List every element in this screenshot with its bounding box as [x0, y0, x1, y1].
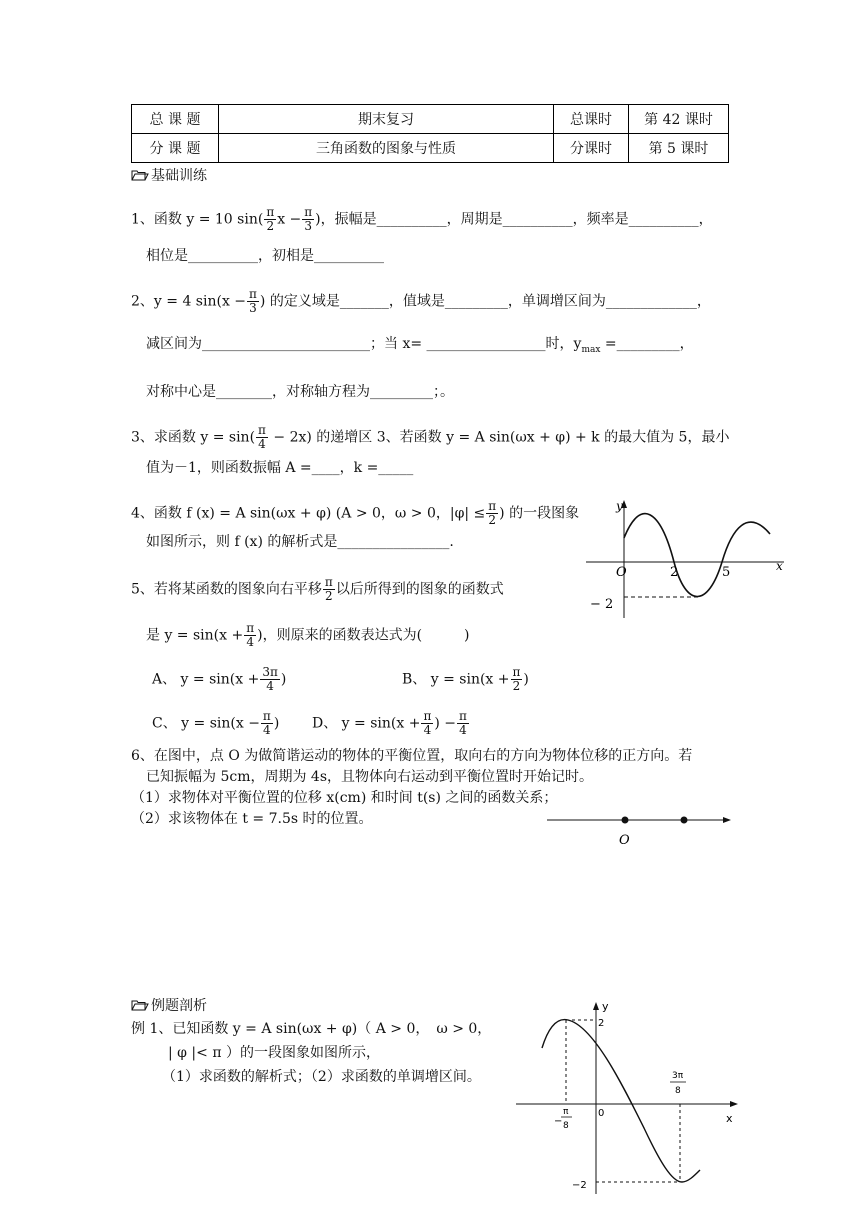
q4-fraction: [486, 500, 498, 527]
folder-icon: [131, 999, 149, 1011]
q2-line2-sub: max: [581, 344, 601, 355]
question-3: [131, 424, 729, 451]
sine-graph-1: [580, 498, 790, 618]
q3-text-pre: 3、求函数 y = sin(: [131, 429, 256, 446]
graph2-y-arrow: [593, 1002, 599, 1010]
example-1-line-3: （1）求函数的解析式；（2）求函数的单调增区间。: [162, 1069, 481, 1085]
q5-option-d[interactable]: [312, 710, 470, 737]
graph2-left-den: 8: [563, 1121, 569, 1131]
header-label-total-topic: 总 课 题: [132, 105, 219, 134]
q5-option-c-pre: C、 y = sin(x −: [152, 715, 260, 732]
q3-fraction: [256, 424, 268, 451]
q6-line-4: （2）求该物体在 t = 7.5s 时的位置。: [131, 811, 373, 827]
q5-option-d-fraction-2: [457, 710, 469, 737]
q1-text-pre: 1、函数 y = 10 sin(: [131, 211, 264, 228]
graph2-origin-label: 0: [598, 1108, 605, 1119]
graph1-y-label: y: [616, 499, 623, 513]
q5-option-c[interactable]: [152, 710, 279, 737]
q6-line-1: 6、在图中，点 O 为做简谐运动的物体的平衡位置，取向右的方向为物体位移的正方向。若: [131, 748, 693, 764]
graph2-right-den: 8: [675, 1086, 681, 1096]
q5-option-b-num: π: [512, 665, 521, 679]
section-examples-title: 例题剖析: [151, 998, 207, 1014]
header-total-topic: 期末复习: [219, 105, 554, 134]
section-basic: [131, 166, 207, 186]
q5-option-c-post: ): [273, 715, 280, 732]
sine-graph-2: [514, 998, 750, 1194]
header-table: [131, 104, 729, 163]
q5-option-b-fraction: [511, 666, 523, 693]
q5-option-a-post: ): [280, 671, 287, 688]
q1-frac2-den: 3: [304, 219, 313, 233]
equilibrium-label: O: [619, 833, 630, 848]
q5-option-c-den: 4: [263, 723, 271, 737]
q3-text-post: − 2x) 的递增区 3、若函数 y = A sin(ωx + φ) + k 的最大值为 5，最小: [268, 429, 730, 446]
q5-text-pre: 5、若将某函数的图象向右平移: [131, 581, 322, 598]
q5-line2-pre: 是 y = sin(x +: [146, 627, 244, 644]
q5-option-d-den: 4: [423, 723, 432, 737]
q4-text-post: ) 的一段图象: [499, 505, 580, 522]
q5-option-c-fraction: [261, 710, 273, 737]
q1-frac-den: 2: [266, 219, 275, 233]
q2-line2-text: 减区间为________________________；当 x= _________________时，y: [146, 336, 582, 352]
q5-line-2: [146, 622, 470, 649]
header-total-period: 第 42 课时: [629, 105, 729, 134]
q5-option-d-den-2: 4: [459, 723, 467, 737]
q1-frac2-num: π: [304, 205, 313, 219]
question-1: [131, 206, 713, 233]
header-label-total-period: 总课时: [554, 105, 629, 134]
q4-text-pre: 4、函数 f (x) = A sin(ωx + φ) (A > 0，ω > 0，|φ| ≤: [131, 505, 486, 522]
example-1-line-2: | φ |< π ）的一段图象如图所示，: [168, 1045, 380, 1061]
q5-line2-fraction: [244, 622, 256, 649]
header-label-sub-topic: 分 课 题: [132, 134, 219, 163]
q5-option-d-num-2: π: [458, 709, 467, 723]
section-examples: [131, 996, 207, 1016]
graph2-right-num: 3π: [672, 1071, 684, 1081]
q5-frac-num: π: [324, 575, 333, 589]
graph2-x-label: x: [726, 1112, 733, 1125]
q5-option-d-pre: D、 y = sin(x +: [312, 715, 421, 732]
q3-frac-den: 4: [258, 437, 266, 451]
graph1-tick-2: 2: [670, 565, 679, 580]
q1-fraction-2: [302, 206, 314, 233]
q5-option-d-fraction: [421, 710, 433, 737]
q2-text-post: ) 的定义域是_______，值域是_________，单调增区间为_____________，: [259, 293, 711, 310]
q5-option-d-mid: ) −: [434, 715, 456, 732]
displacement-arrow: [723, 817, 731, 823]
q5-option-a[interactable]: [152, 666, 286, 693]
q1-line-2: 相位是__________，初相是__________: [146, 248, 384, 264]
q4-line-2: 如图所示，则 f (x) 的解析式是________________.: [146, 534, 454, 550]
graph1-tick-neg2: − 2: [590, 597, 614, 612]
graph1-x-label: x: [776, 559, 783, 573]
graph2-y-label: y: [602, 1000, 609, 1013]
q5-option-b-den: 2: [512, 679, 521, 693]
q4-frac-den: 2: [488, 513, 497, 527]
q2-frac-den: 3: [249, 301, 257, 315]
q3-line-2: 值为－1，则函数振幅 A =____，k =_____: [146, 460, 414, 476]
q5-fraction: [323, 576, 335, 603]
q5-option-a-den: 4: [266, 679, 274, 693]
equilibrium-point: [622, 817, 629, 824]
q6-line-3: （1）求物体对平衡位置的位移 x(cm) 和时间 t(s) 之间的函数关系；: [131, 790, 558, 806]
graph2-left-num: π: [563, 1107, 569, 1117]
section-basic-title: 基础训练: [151, 168, 207, 184]
graph2-x-arrow: [730, 1101, 738, 1107]
q5-option-a-num: 3π: [262, 665, 278, 679]
graph1-tick-5: 5: [722, 565, 731, 580]
graph2-tick-neg2: −2: [572, 1180, 587, 1191]
q5-option-a-fraction: [260, 666, 280, 693]
q1-text-mid: x −: [277, 211, 302, 228]
q2-frac-num: π: [249, 287, 257, 301]
question-5: [131, 576, 504, 603]
header-label-sub-period: 分课时: [554, 134, 629, 163]
graph2-left-sign: −: [554, 1116, 563, 1127]
q5-option-a-pre: A、 y = sin(x +: [152, 671, 260, 688]
graph1-origin-label: O: [616, 565, 627, 580]
q5-line2-frac-num: π: [246, 621, 255, 635]
q1-fraction: [264, 206, 276, 233]
q5-option-c-num: π: [262, 709, 271, 723]
q5-text-post: 以后所得到的图象的函数式: [335, 581, 504, 598]
q5-option-b-pre: B、 y = sin(x +: [402, 671, 510, 688]
q1-text-post: )，振幅是__________，周期是__________，频率是__________，: [315, 211, 713, 228]
q5-option-b[interactable]: [402, 666, 529, 693]
header-sub-topic: 三角函数的图象与性质: [219, 134, 554, 163]
question-4: [131, 500, 579, 527]
question-2: [131, 288, 711, 315]
q2-line2-tail: =_________，: [600, 336, 694, 352]
q6-line-2: 已知振幅为 5cm，周期为 4s，且物体向右运动到平衡位置时开始记时。: [146, 769, 594, 785]
graph1-curve: [624, 514, 770, 597]
q3-frac-num: π: [258, 423, 266, 437]
q2-text-pre: 2、y = 4 sin(x −: [131, 293, 247, 310]
q2-line-3: 对称中心是________，对称轴方程为_________；。: [146, 384, 454, 400]
displacement-axis: [545, 808, 735, 850]
q5-option-d-num: π: [423, 709, 432, 723]
amplitude-point: [681, 817, 688, 824]
header-sub-period: 第 5 课时: [629, 134, 729, 163]
example-1-line-1: 例 1、已知函数 y = A sin(ωx + φ)（ A > 0， ω > 0，: [131, 1021, 492, 1037]
q5-option-b-post: ): [523, 671, 529, 688]
graph2-tick-2: 2: [598, 1018, 605, 1029]
q2-line-2: [146, 334, 694, 360]
q5-line2-frac-den: 4: [246, 635, 254, 649]
q2-fraction: [247, 288, 259, 315]
q5-line2-post: )，则原来的函数表达式为( ): [257, 627, 470, 644]
q5-frac-den: 2: [325, 589, 333, 603]
folder-icon: [131, 169, 149, 181]
q1-frac-num: π: [266, 205, 275, 219]
q4-frac-num: π: [488, 499, 497, 513]
